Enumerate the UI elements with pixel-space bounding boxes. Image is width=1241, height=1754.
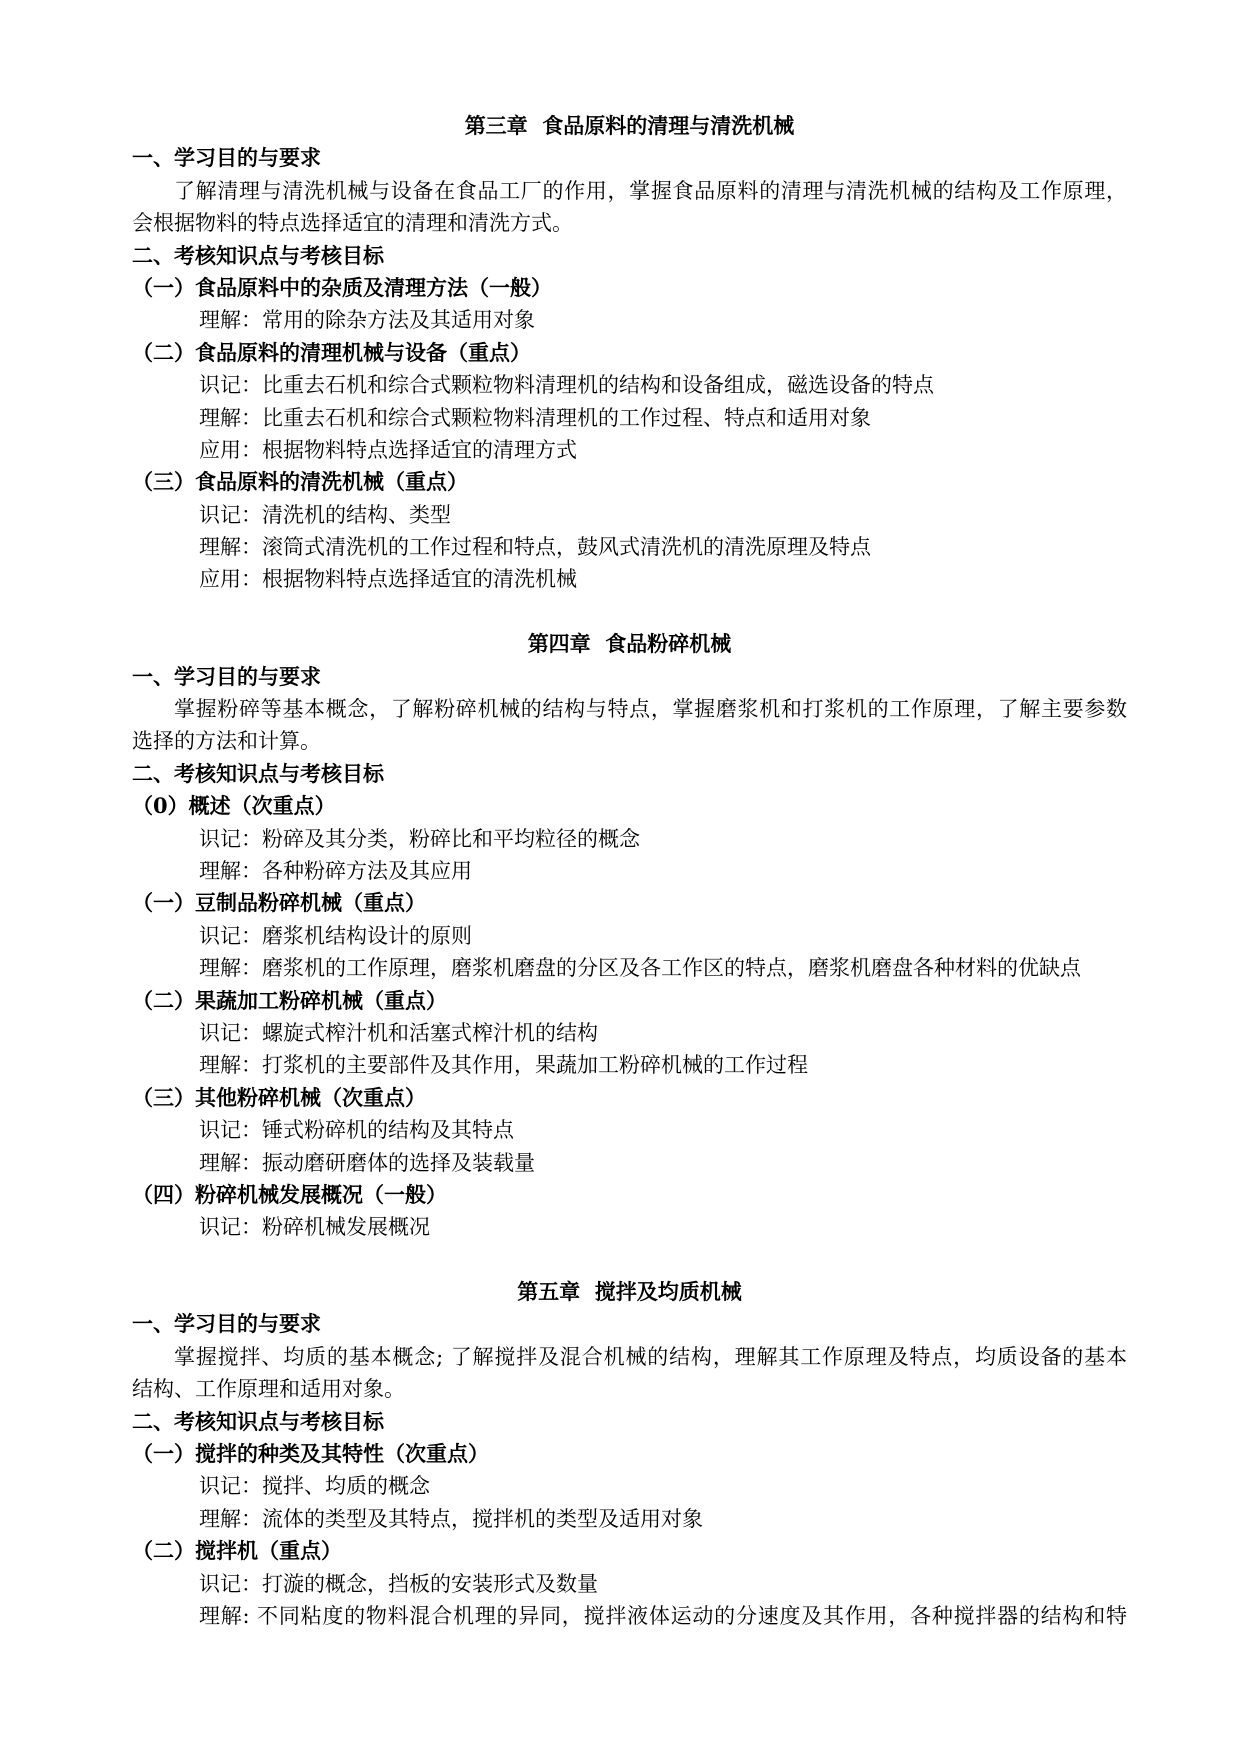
knowledge-heading: 二、考核知识点与考核目标: [132, 242, 384, 268]
objectives-paragraph-line: 会根据物料的特点选择适宜的清理和清洗方式。: [132, 211, 573, 236]
objectives-heading: 一、学习目的与要求: [132, 663, 321, 689]
section-item: 理解: 不同粘度的物料混合机理的异同，搅拌液体运动的分速度及其作用，各种搅拌器的结构和特: [199, 1603, 1127, 1628]
section-item: 识记：清洗机的结构、类型: [199, 502, 451, 527]
knowledge-heading: 二、考核知识点与考核目标: [132, 1408, 384, 1434]
section-item: 理解：比重去石机和综合式颗粒物料清理机的工作过程、特点和适用对象: [199, 405, 871, 430]
chapter-title: 第四章 食品粉碎机械: [527, 631, 732, 657]
chapter-3: [132, 110, 1127, 596]
chapter-title: 第三章 食品原料的清理与清洗机械: [464, 113, 795, 138]
section-heading: （二）食品原料的清理机械与设备（重点）: [132, 339, 531, 365]
section-heading: （一）食品原料中的杂质及清理方法（一般）: [132, 274, 552, 300]
section-item: 理解：常用的除杂方法及其适用对象: [199, 308, 535, 333]
page-content: [132, 110, 1127, 1632]
objectives-paragraph-line: 选择的方法和计算。: [132, 729, 321, 754]
section-heading: （三）其他粉碎机械（次重点）: [132, 1084, 426, 1110]
chapter-4: [132, 628, 1127, 1243]
objectives-paragraph-line: 掌握粉碎等基本概念，了解粉碎机械的结构与特点，掌握磨浆机和打浆机的工作原理，了解主要参数: [174, 697, 1127, 722]
section-item: 识记：粉碎机械发展概况: [199, 1215, 430, 1240]
chapter-5: [132, 1276, 1127, 1632]
objectives-heading: 一、学习目的与要求: [132, 1311, 321, 1337]
section-item: 识记：比重去石机和综合式颗粒物料清理机的结构和设备组成，磁选设备的特点: [199, 373, 934, 398]
objectives-paragraph-line: 结构、工作原理和适用对象。: [132, 1377, 405, 1402]
section-heading: （二）搅拌机（重点）: [132, 1538, 342, 1564]
section-item: 识记：锤式粉碎机的结构及其特点: [199, 1118, 514, 1143]
section-heading: （一）搅拌的种类及其特性（次重点）: [132, 1441, 489, 1467]
objectives-paragraph-line: 掌握搅拌、均质的基本概念; 了解搅拌及混合机械的结构，理解其工作原理及特点，均质设备的基本: [174, 1344, 1127, 1369]
section-item: 识记：螺旋式榨汁机和活塞式榨汁机的结构: [199, 1020, 598, 1045]
section-item: 应用：根据物料特点选择适宜的清理方式: [199, 437, 577, 462]
section-heading: （三）食品原料的清洗机械（重点）: [132, 469, 468, 495]
section-item: 识记：磨浆机结构设计的原则: [199, 923, 472, 948]
section-item: 理解：各种粉碎方法及其应用: [199, 858, 472, 883]
section-item: 应用：根据物料特点选择适宜的清洗机械: [199, 567, 577, 592]
section-heading: （0）概述（次重点）: [132, 793, 336, 819]
section-item: 理解：磨浆机的工作原理，磨浆机磨盘的分区及各工作区的特点，磨浆机磨盘各种材料的优缺点: [199, 956, 1081, 981]
section-item: 识记：打漩的概念，挡板的安装形式及数量: [199, 1571, 598, 1596]
objectives-heading: 一、学习目的与要求: [132, 145, 321, 171]
section-item: 识记：粉碎及其分类，粉碎比和平均粒径的概念: [199, 826, 640, 851]
section-heading: （四）粉碎机械发展概况（一般）: [132, 1181, 447, 1207]
section-item: 理解：打浆机的主要部件及其作用，果蔬加工粉碎机械的工作过程: [199, 1053, 808, 1078]
chapter-title: 第五章 搅拌及均质机械: [517, 1279, 742, 1305]
section-heading: （二）果蔬加工粉碎机械（重点）: [132, 987, 447, 1013]
objectives-paragraph-line: 了解清理与清洗机械与设备在食品工厂的作用，掌握食品原料的清理与清洗机械的结构及工作原理，: [174, 178, 1127, 203]
section-item: 理解：流体的类型及其特点，搅拌机的类型及适用对象: [199, 1506, 703, 1531]
section-heading: （一）豆制品粉碎机械（重点）: [132, 890, 426, 916]
knowledge-heading: 二、考核知识点与考核目标: [132, 760, 384, 786]
section-item: 理解：滚筒式清洗机的工作过程和特点，鼓风式清洗机的清洗原理及特点: [199, 535, 871, 560]
section-item: 理解：振动磨研磨体的选择及装载量: [199, 1150, 535, 1175]
section-item: 识记：搅拌、均质的概念: [199, 1474, 430, 1499]
